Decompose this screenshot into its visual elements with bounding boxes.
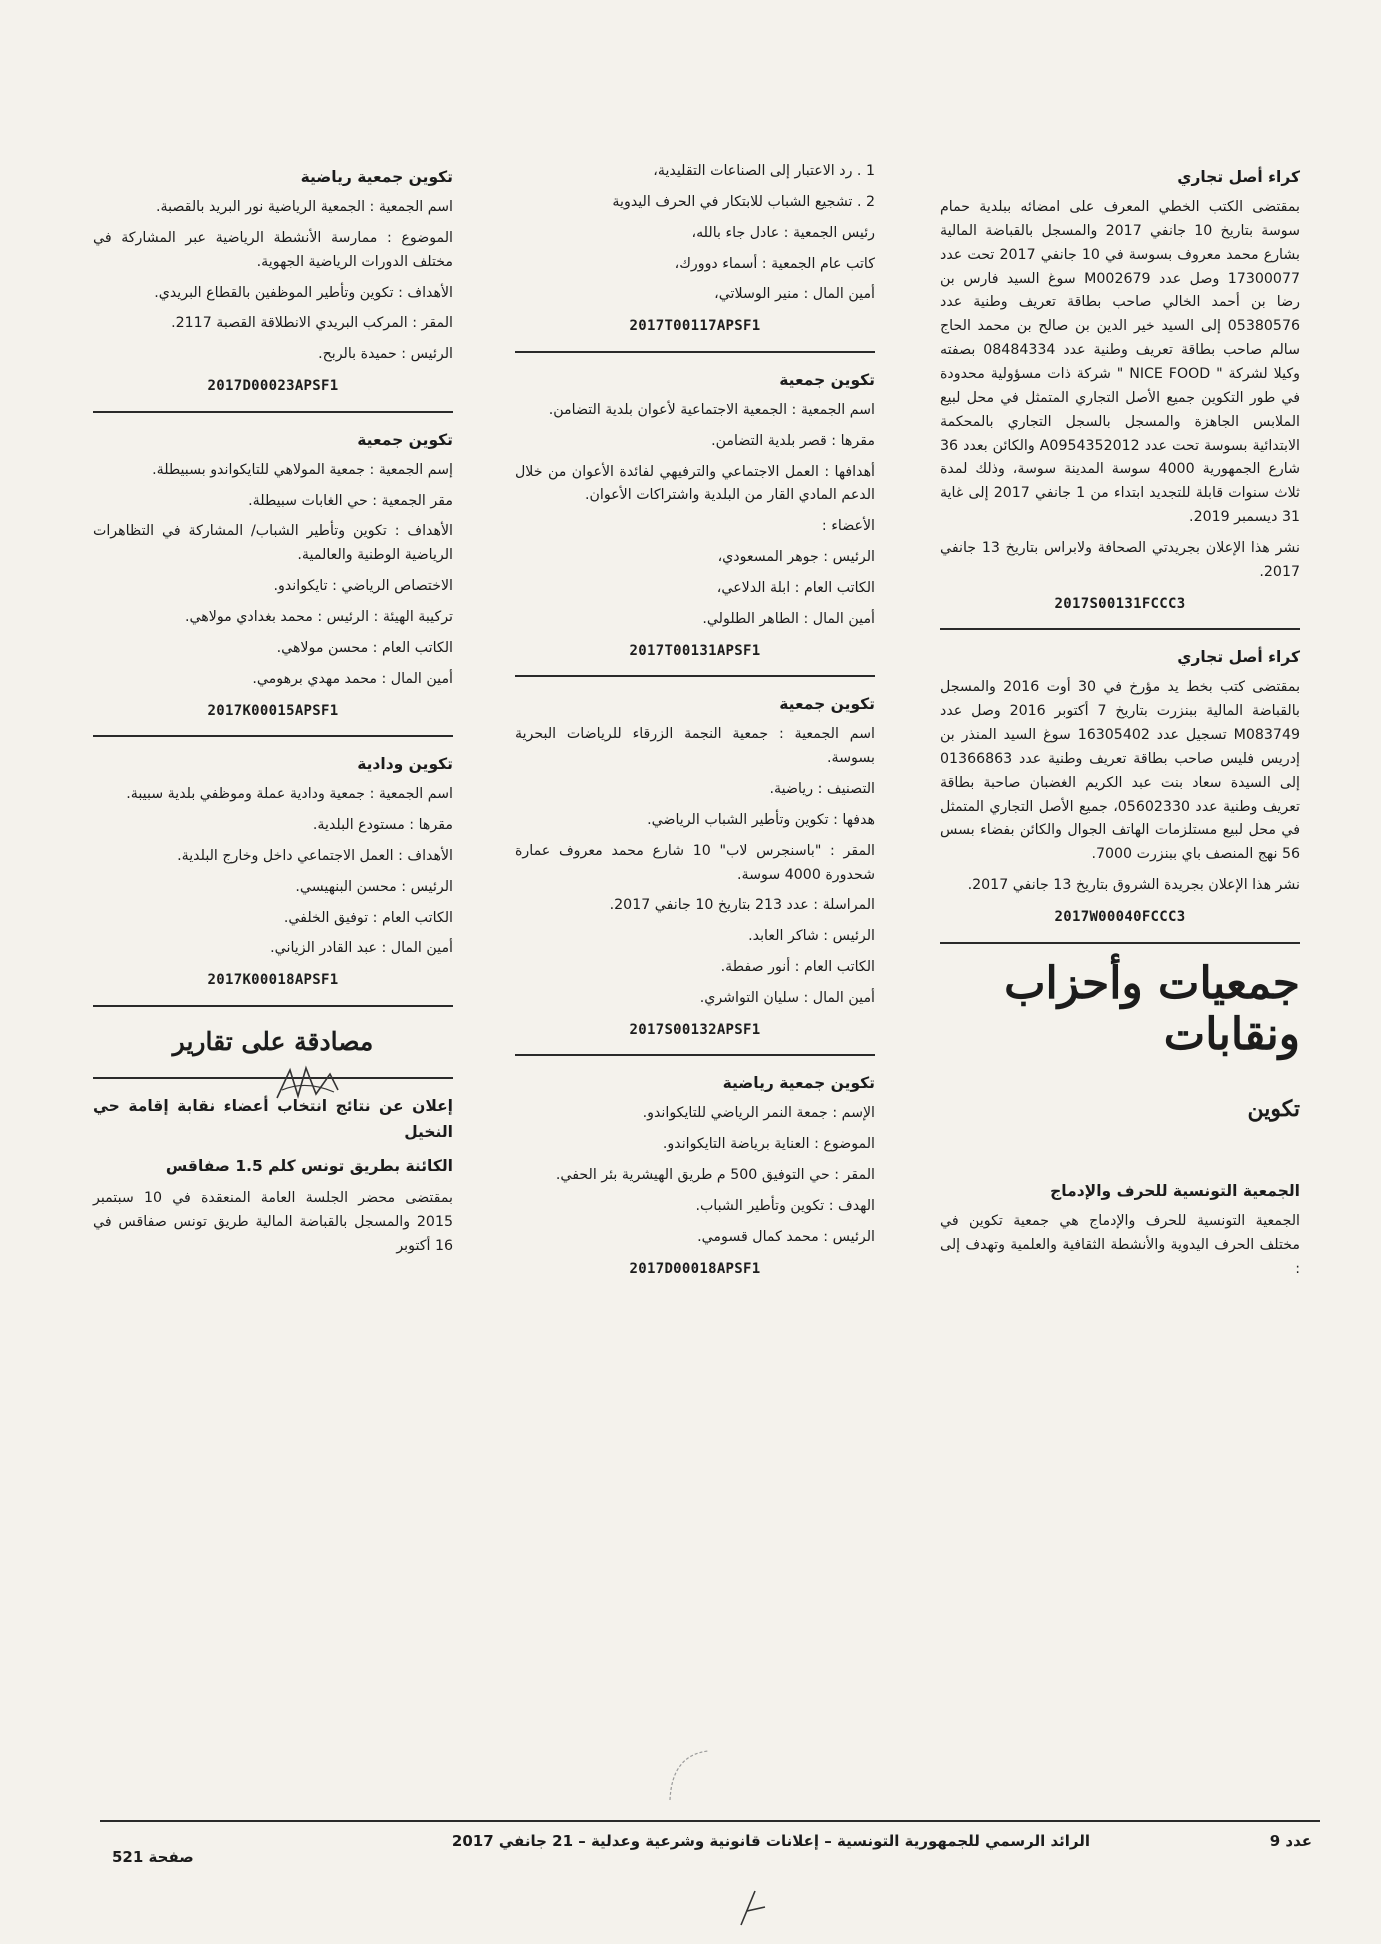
section-divider [515, 675, 875, 677]
paragraph: الإسم : جمعة النمر الرياضي للتايكواندو. [642, 1105, 875, 1122]
paragraph: الرئيس : جوهر المسعودي، [717, 549, 875, 566]
reference-code: 2017D00023APSF1 [207, 378, 339, 395]
paragraph: الرئيس : شاكر العابد. [748, 928, 875, 945]
paragraph: مقرها : مستودع البلدية. [312, 817, 453, 834]
reference-code: 2017K00015APSF1 [207, 702, 339, 719]
paragraph: التصنيف : رياضية. [769, 780, 875, 797]
faint-seal [660, 1745, 740, 1805]
reference-code: 2017D00018APSF1 [629, 1260, 761, 1277]
paragraph: أمين المال : منير الوسلاتي، [714, 286, 875, 303]
paragraph: المراسلة : عدد 213 بتاريخ 10 جانفي 2017. [609, 897, 875, 914]
column-middle [515, 160, 875, 1291]
reference-code: 2017T00131APSF1 [629, 642, 761, 659]
paragraph: الأهداف : تكوين وتأطير الموظفين بالقطاع البريدي. [154, 284, 453, 301]
section-title: جمعيات وأحزاب ونقابات [1004, 957, 1300, 1061]
paragraph: الموضوع : ممارسة الأنشطة الرياضية عبر المشاركة في مختلف الدورات الرياضية الجهوية. [93, 229, 453, 270]
paragraph: أهدافها : العمل الاجتماعي والترفيهي لفائدة الأعوان من خلال الدعم المادي القار من البلدية واشتراكات الأعوان. [515, 463, 875, 504]
paragraph: إسم الجمعية : جمعية المولاهي للتايكواندو بسبيطلة. [152, 461, 453, 478]
paragraph: الرئيس : محسن البنهيسي. [295, 878, 453, 895]
announcement-heading: الكائنة بطريق تونس كلم 1.5 صفاقس [165, 1156, 453, 1175]
paragraph: أمين المال : عبد القادر الزياني. [270, 940, 453, 957]
section-heading: تكوين جمعية [779, 370, 875, 389]
section-divider [93, 411, 453, 413]
subsection-title: تكوين [1247, 1096, 1300, 1123]
paragraph: الكاتب العام : ابلة الدلاعي، [716, 580, 875, 596]
paragraph: الأهداف : تكوين وتأطير الشباب/ المشاركة في التظاهرات الرياضية الوطنية والعالمية. [93, 523, 453, 564]
section-title: مصادقة على تقارير [172, 1026, 374, 1056]
paragraph: الموضوع : العناية برياضة التايكواندو. [662, 1136, 875, 1153]
paragraph: الأهداف : العمل الاجتماعي داخل وخارج البلدية. [177, 847, 453, 864]
section-divider [93, 735, 453, 737]
paragraph: أمين المال : الطاهر الطلولي. [702, 610, 875, 627]
paragraph: نشر هذا الإعلان بجريدة الشروق بتاريخ 13 جانفي 2017. [967, 877, 1300, 894]
paragraph: مقرها : قصر بلدية التضامن. [711, 432, 875, 449]
paragraph: أمين المال : محمد مهدي برهومي. [252, 670, 453, 687]
paragraph: اسم الجمعية : جمعية النجمة الزرقاء للرياضات البحرية بسوسة. [515, 726, 875, 767]
reference-code: 2017T00117APSF1 [629, 318, 761, 335]
paragraph: المقر : حي التوفيق 500 م طريق الهيشرية بئر الحفي. [555, 1167, 875, 1184]
section-heading: كراء أصل تجاري [1177, 168, 1300, 186]
paragraph: 1 . رد الاعتبار إلى الصناعات التقليدية، [653, 163, 875, 179]
paragraph: الكاتب العام : محسن مولاهي. [276, 639, 453, 656]
paragraph: بمقتضى محضر الجلسة العامة المنعقدة في 10 سبتمبر 2015 والمسجل بالقباضة المالية طريق تونس صفاقس في 16 أكتوبر [93, 1189, 453, 1254]
section-heading: تكوين جمعية [779, 695, 875, 714]
paragraph: الهدف : تكوين وتأطير الشباب. [695, 1197, 875, 1214]
page-footer [100, 1820, 1320, 1882]
footer-journal-title: الرائد الرسمي للجمهورية التونسية – إعلانات قانونية وشرعية وعدلية – 21 جانفي 2017 [451, 1832, 1090, 1850]
paragraph: بمقتضى كتب بخط يد مؤرخ في 30 أوت 2016 والمسجل بالقباضة المالية ببنزرت بتاريخ 7 أكتوبر 2016 وصل عدد M083749 تسجيل عدد 16305402 سوغ السيد المنذر بن إدريس فليس صاحب بطاقة تعريف وطنية عدد 01366863 إلى السيدة سعاد بنت عبد الكريم الغضبان صاحبة بطاقة تعريف وطنية عدد 05602330، جميع الأصل التجاري المتمثل في محل لبيع مستلزمات الهاتف الجوال والكائن بفضاء بسس 56 نهج المنصف باي ببنزرت 7000. [940, 679, 1301, 863]
section-heading: تكوين ودادية [357, 755, 453, 774]
section-divider [93, 1005, 453, 1007]
paragraph: تركيبة الهيئة : الرئيس : محمد بغدادي مولاهي. [184, 609, 453, 626]
paragraph: الاختصاص الرياضي : تايكواندو. [273, 578, 453, 595]
paragraph: هدفها : تكوين وتأطير الشباب الرياضي. [647, 811, 875, 828]
paragraph: اسم الجمعية : جمعية ودادية عملة وموظفي بلدية سبيبة. [126, 786, 453, 803]
paragraph: الرئيس : محمد كمال قسومي. [697, 1228, 875, 1245]
paragraph: اسم الجمعية : الجمعية الرياضية نور البريد بالقصبة. [155, 199, 453, 216]
footer-page-number: صفحة 521 [112, 1848, 194, 1866]
paragraph: الكاتب العام : توفيق الخلفي. [283, 909, 453, 926]
paragraph: الكاتب العام : أنور صفطة. [720, 959, 875, 976]
paragraph: مقر الجمعية : حي الغابات سبيطلة. [248, 492, 453, 509]
section-heading: الجمعية التونسية للحرف والإدماج [1050, 1182, 1300, 1201]
paragraph: المقر : "باسنجرس لاب" 10 شارع محمد معروف عمارة شحدورة 4000 سوسة. [515, 842, 875, 883]
section-divider [515, 1054, 875, 1056]
paragraph: الأعضاء : [821, 518, 875, 535]
reference-code: 2017S00132APSF1 [629, 1021, 761, 1038]
reference-code: 2017W00040FCCC3 [1054, 909, 1186, 926]
paragraph: رئيس الجمعية : عادل جاء بالله، [691, 224, 875, 241]
announcement-heading: إعلان عن نتائج انتخاب أعضاء نقابة إقامة حي النخيل [93, 1096, 453, 1141]
paragraph: الرئيس : حميدة بالربح. [318, 346, 453, 363]
paragraph: كاتب عام الجمعية : أسماء دوورك، [674, 255, 875, 272]
pen-mark [735, 1885, 775, 1930]
paragraph: اسم الجمعية : الجمعية الاجتماعية لأعوان بلدية التضامن. [548, 401, 875, 418]
paragraph: المقر : المركب البريدي الانطلاقة القصبة 2117. [171, 315, 453, 332]
section-heading: تكوين جمعية رياضية [300, 168, 453, 186]
paragraph: الجمعية التونسية للحرف والإدماج هي جمعية تكوين في مختلف الحرف اليدوية والأنشطة الثقافية والعلمية وتهدف إلى : [940, 1213, 1300, 1278]
footer-issue-number: عدد 9 [1269, 1832, 1312, 1850]
column-right [940, 160, 1300, 1289]
section-heading: تكوين جمعية [357, 430, 453, 449]
section-heading: تكوين جمعية رياضية [722, 1074, 875, 1093]
section-heading: كراء أصل تجاري [1177, 648, 1300, 667]
paragraph: 2 . تشجيع الشباب للابتكار في الحرف اليدوية [612, 193, 875, 210]
reference-code: 2017K00018APSF1 [207, 972, 339, 989]
section-divider [940, 942, 1300, 944]
signature-stamp [272, 1060, 342, 1105]
paragraph: بمقتضى الكتب الخطي المعرف على امضائه ببلدية حمام سوسة بتاريخ 10 جانفي 2017 والمسجل بالقباضة المالية بشارع محمد معروف بسوسة في 10 جانفي 2017 تحت عدد 17300077 وصل عدد M002679 سوغ السيد فارس بن رضا بن أحمد الخالي صاحب بطاقة تعريف وطنية عدد 05380576 إلى السيد خير الدين بن صالح بن محمد الحاج سالم صاحب بطاقة تعريف وطنية عدد 08484334 بصفته وكيلا لشركة " NICE FOOD " شركة ذات مسؤولية محدودة في طور التكوين جميع الأصل التجاري المتمثل في محل لبيع الملابس الجاهزة والمسجل بالسجل التجاري بالمحكمة الابتدائية بسوسة تحت عدد A0954352012 والكائن بعدد 36 شارع الجمهورية 4000 سوسة المدينة سوسة، وذلك لمدة ثلاث سنوات قابلة للتجديد ابتداء من 1 جانفي 2017 إلى غاية 31 ديسمبر 2019. [940, 199, 1301, 526]
reference-code: 2017S00131FCCC3 [1054, 595, 1186, 612]
section-divider [940, 628, 1300, 630]
paragraph: أمين المال : سليان التواشري. [699, 990, 875, 1006]
paragraph: نشر هذا الإعلان بجريدتي الصحافة ولابراس بتاريخ 13 جانفي 2017. [940, 540, 1300, 580]
section-divider [515, 351, 875, 353]
